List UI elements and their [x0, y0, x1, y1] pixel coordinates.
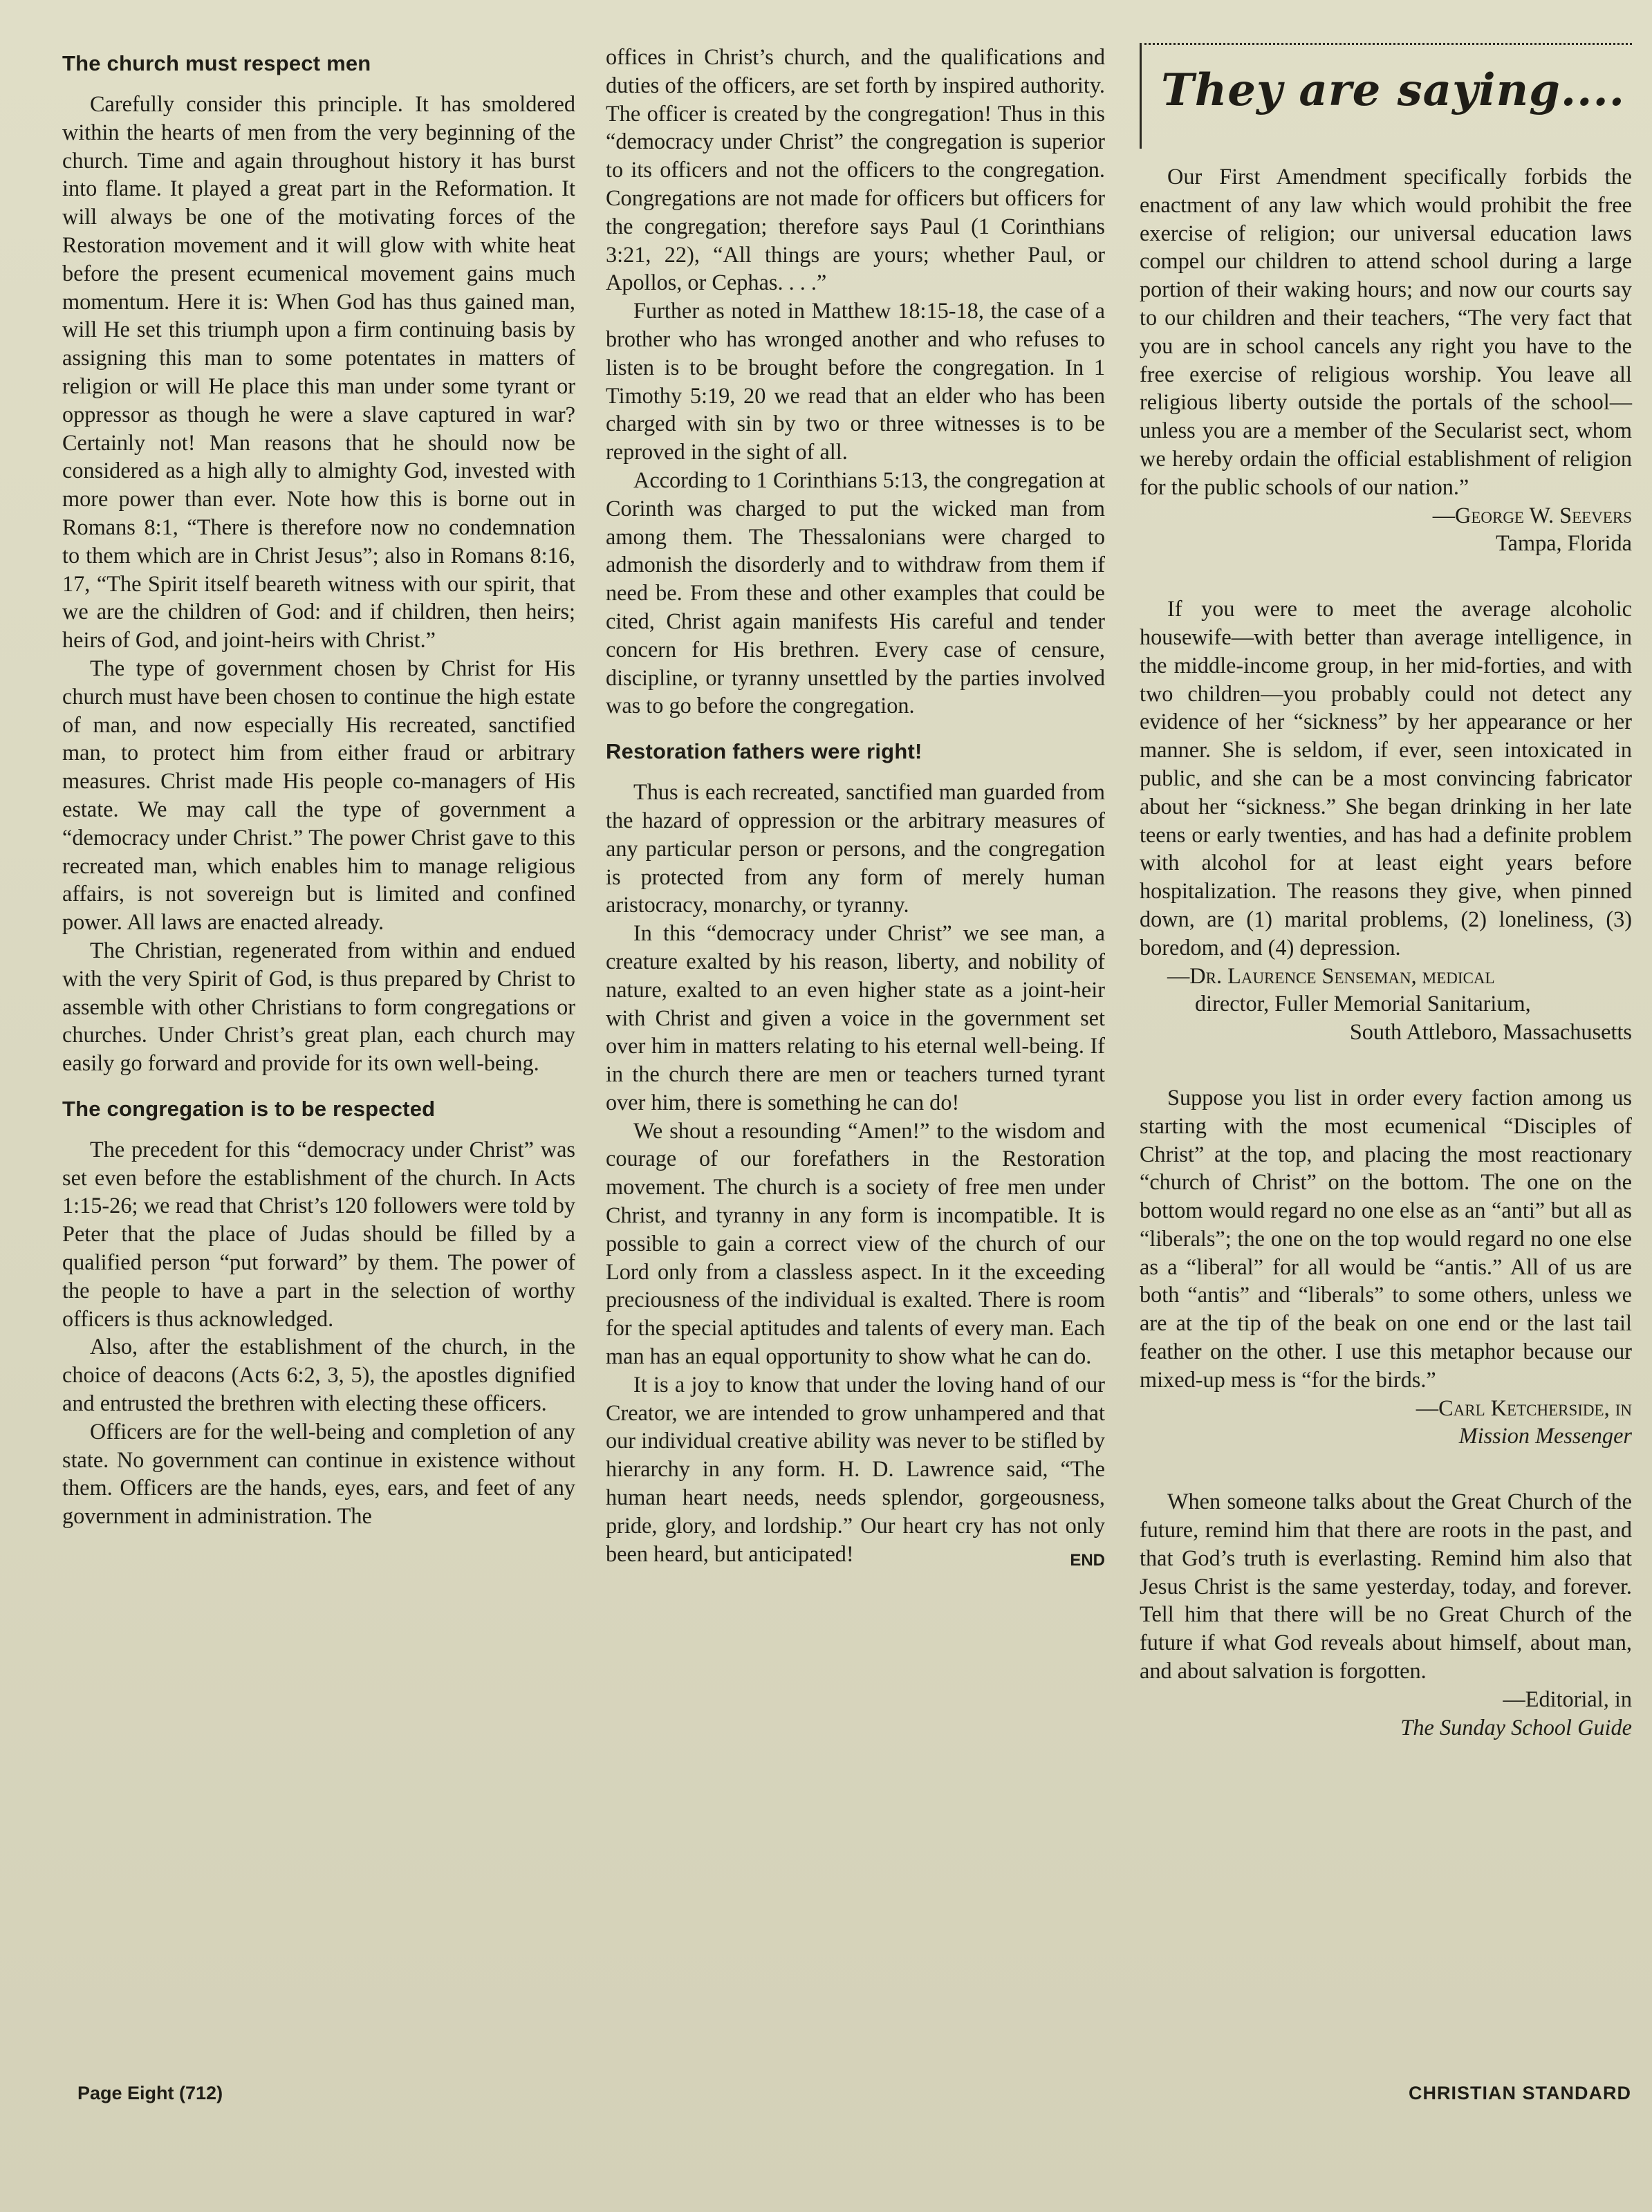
paragraph: Further as noted in Matthew 18:15-18, the case of a brother who has wronged another and who refuses to listen is to be brought before the congregation. In 1 Timothy 5:19, 20 we read that an elder who has been charged with sin by two or three witnesses is to be reproved in the sight of all.: [606, 298, 1105, 465]
paragraph: Carefully consider this principle. It has smoldered within the hearts of men from the very beginning of the church. Time and again throughout history it has burst into flame. It played a great part in the Reformation. It will always be one of the motivating forces of the Restoration movement and it will glow with white heat before the present ecumenical movement gains much momentum. Here it is: When God has thus gained man, will He set this triumph upon a firm continuing basis by assigning this man to some potentates in matters of religion or will He place this man under some tyrant or oppressor as though he were a slave captured in war? Certainly not! Man reasons that he should now be considered as a high ally to almighty God, invested with more power than ever. Note how this is borne out in Romans 8:1, “There is therefore now no condemnation to them which are in Christ Jesus”; also in Romans 8:16, 17, “The Spirit itself beareth witness with our spirit, that we are the children of God: and if children, then heirs; heirs of God, and joint-heirs with Christ.”: [62, 91, 575, 653]
attribution-name: —Dr. Laurence Senseman, medical: [1167, 963, 1495, 988]
quote-location: South Attleboro, Massachusetts: [1349, 1019, 1632, 1045]
quote-block: [1140, 1487, 1632, 1741]
quote-attribution: —Editorial, in: [1503, 1686, 1632, 1711]
paragraph: The type of government chosen by Christ for His church must have been chosen to continue the high estate of man, and now especially His recreated, sanctified man, to protect him from either fraud or arbitrary measures. Christ made His people co-managers of His estate. We may call the type of government a “democracy under Christ.” The power Christ gave to this recreated man, which enables him to manage religious affairs, is not sovereign but is limited and confined power. All laws are enacted already.: [62, 655, 575, 935]
end-mark: END: [1070, 1550, 1105, 1570]
paragraph: Also, after the establishment of the church, in the choice of deacons (Acts 6:2, 3, 5), the apostles dignified and entrusted the brethren with electing these officers.: [62, 1334, 575, 1416]
sidebar-title: They are saying....: [1161, 64, 1625, 116]
attribution-name: —Carl Ketcherside, in: [1416, 1395, 1632, 1420]
paragraph: We shout a resounding “Amen!” to the wisdom and courage of our forefathers in the Restoration movement. The church is a society of free men under Christ, and tyranny in any form is incompatible. It is possible to gain a correct view of the church of our Lord only from a classless aspect. In it the exceeding preciousness of the individual is exalted. There is room for the special aptitudes and talents of every man. Each man has an equal opportunity to show what he can do.: [606, 1117, 1105, 1369]
publication-name: CHRISTIAN STANDARD: [1409, 2083, 1631, 2103]
column-1: [62, 43, 575, 1530]
quote-block: [1140, 595, 1632, 1046]
source-title: The Sunday School Guide: [1400, 1714, 1632, 1740]
quote-text: Suppose you list in order every faction among us starting with the most ecumenical “Disciples of Christ” at the top, and placing the most reactionary “church of Christ” on the bottom. The one on the bottom would regard no one else as an “anti” but all as “liberals”; the one on the top would regard no one else as a “liberal” for all would be “antis.” All of us are both “antis” and “liberals” to some others, unless we are at the tip of the beak on one end or the last tail feather on the other. I use this metaphor because our mixed-up mess is “for the birds.”: [1140, 1084, 1632, 1392]
quote-attribution: [1140, 962, 1632, 990]
quote-block: [1140, 1084, 1632, 1450]
quote-attribution: [1140, 501, 1632, 530]
paragraph: In this “democracy under Christ” we see man, a creature exalted by his reason, liberty, and nobility of nature, exalted to an even higher state as a joint-heir with Christ and given a voice in the government set over him in matters relating to his eternal well-being. If in the church there are men or teachers turned tyrant over him, there is something he can do!: [606, 920, 1105, 1115]
page-number: Page Eight (712): [77, 2083, 223, 2103]
quote-attribution: [1140, 1394, 1632, 1422]
paragraph: [606, 1370, 1105, 1568]
column-2: [606, 43, 1105, 1574]
paragraph: According to 1 Corinthians 5:13, the congregation at Corinth was charged to put the wicked man from among them. The Thessalonians were charged to admonish the disorderly and to withdraw from them if need be. From these and other examples that could be cited, Christ again manifests His careful and tender concern for His brethren. Every case of censure, discipline, or tyranny unsettled by the parties involved was to go before the congregation.: [606, 467, 1105, 718]
quote-source: [1140, 1713, 1632, 1742]
source-title: Mission Messenger: [1458, 1423, 1632, 1449]
column-3: [1140, 43, 1632, 1778]
quote-text: When someone talks about the Great Church of the future, remind him that there are roots in the past, and that God’s truth is everlasting. Remind him also that Jesus Christ is the same yesterday, today, and forever. Tell him that there will be no Great Church of the future if what God reveals about himself, about man, and about salvation is forgotten.: [1140, 1489, 1632, 1684]
paragraph: Officers are for the well-being and completion of any state. No government can continue in existence without them. Officers are the hands, eyes, ears, and feet of any government in administration. The: [62, 1418, 575, 1529]
paragraph: offices in Christ’s church, and the qualifications and duties of the officers, are set forth by inspired authority. The officer is created by the congregation! Thus in this “democracy under Christ” the congregation is superior to its officers and not the officers to the congregation. Congregations are not made for officers but officers for the congregation; therefore says Paul (1 Corinthians 3:21, 22), “All things are yours; whether Paul, or Apollos, or Cephas. . . .”: [606, 44, 1105, 295]
attribution-name: —George W. Seevers: [1432, 502, 1632, 528]
quote-text: Our First Amendment specifically forbids the enactment of any law which would prohibit the free exercise of religion; our universal education laws compel our children to attend school during a large portion of their waking hours; and now our courts say to our children and their teachers, “The very fact that you are in school cancels any right you have to the free exercise of religious worship. You leave all religious liberty outside the portals of the school—unless you are a member of the Secularist sect, whom we hereby ordain the official establishment of religion for the public schools of our nation.”: [1140, 164, 1632, 499]
paragraph: The Christian, regenerated from within and endued with the very Spirit of God, is thus prepared by Christ to assemble with other Christians to form congregations or churches. Under Christ’s great plan, each church may easily go forward and provide for its own well-being.: [62, 937, 575, 1076]
section-heading: The church must respect men: [62, 51, 371, 75]
quote-block: [1140, 162, 1632, 557]
quote-attribution-line: director, Fuller Memorial Sanitarium,: [1195, 991, 1531, 1016]
quote-text: If you were to meet the average alcoholic housewife—with better than average intelligence, in the middle-income group, in her mid-forties, and with two children—you probably could not detect any evidence of her “sickness” by her appearance or her manner. She is seldom, if ever, seen intoxicated in public, and she can be a most convincing fabricator about her “sickness.” She began drinking in her late teens or early twenties, and has had a definite problem with alcohol for at least eight years before hospitalization. The reasons they give, when pinned down, are (1) marital problems, (2) loneliness, (3) boredom, and (4) depression.: [1140, 596, 1632, 960]
paragraph-text: It is a joy to know that under the loving hand of our Creator, we are intended to grow unhampered and that our individual creative ability was never to be stifled by hierarchy in any form. H. D. Lawrence said, “The human heart needs, needs splendor, gorgeousness, pride, glory, and lordship.” Our heart cry has not only been heard, but anticipated!: [606, 1371, 1105, 1566]
section-heading: Restoration fathers were right!: [606, 739, 922, 764]
quote-source: [1140, 1422, 1632, 1450]
paragraph: The precedent for this “democracy under Christ” was set even before the establishment of the church. In Acts 1:15-26; we read that Christ’s 120 followers were told by Peter that the place of Judas should be filled by a qualified person “put forward” by them. The power of the people to have a part in the selection of worthy officers is thus acknowledged.: [62, 1136, 575, 1331]
paragraph: Thus is each recreated, sanctified man guarded from the hazard of oppression or the arbitrary measures of any particular person or persons, and the congregation is protected from any form of merely human aristocracy, monarchy, or tyranny.: [606, 779, 1105, 918]
quote-location: Tampa, Florida: [1496, 530, 1632, 556]
sidebar-header: [1140, 43, 1632, 149]
section-heading: The congregation is to be respected: [62, 1096, 436, 1121]
